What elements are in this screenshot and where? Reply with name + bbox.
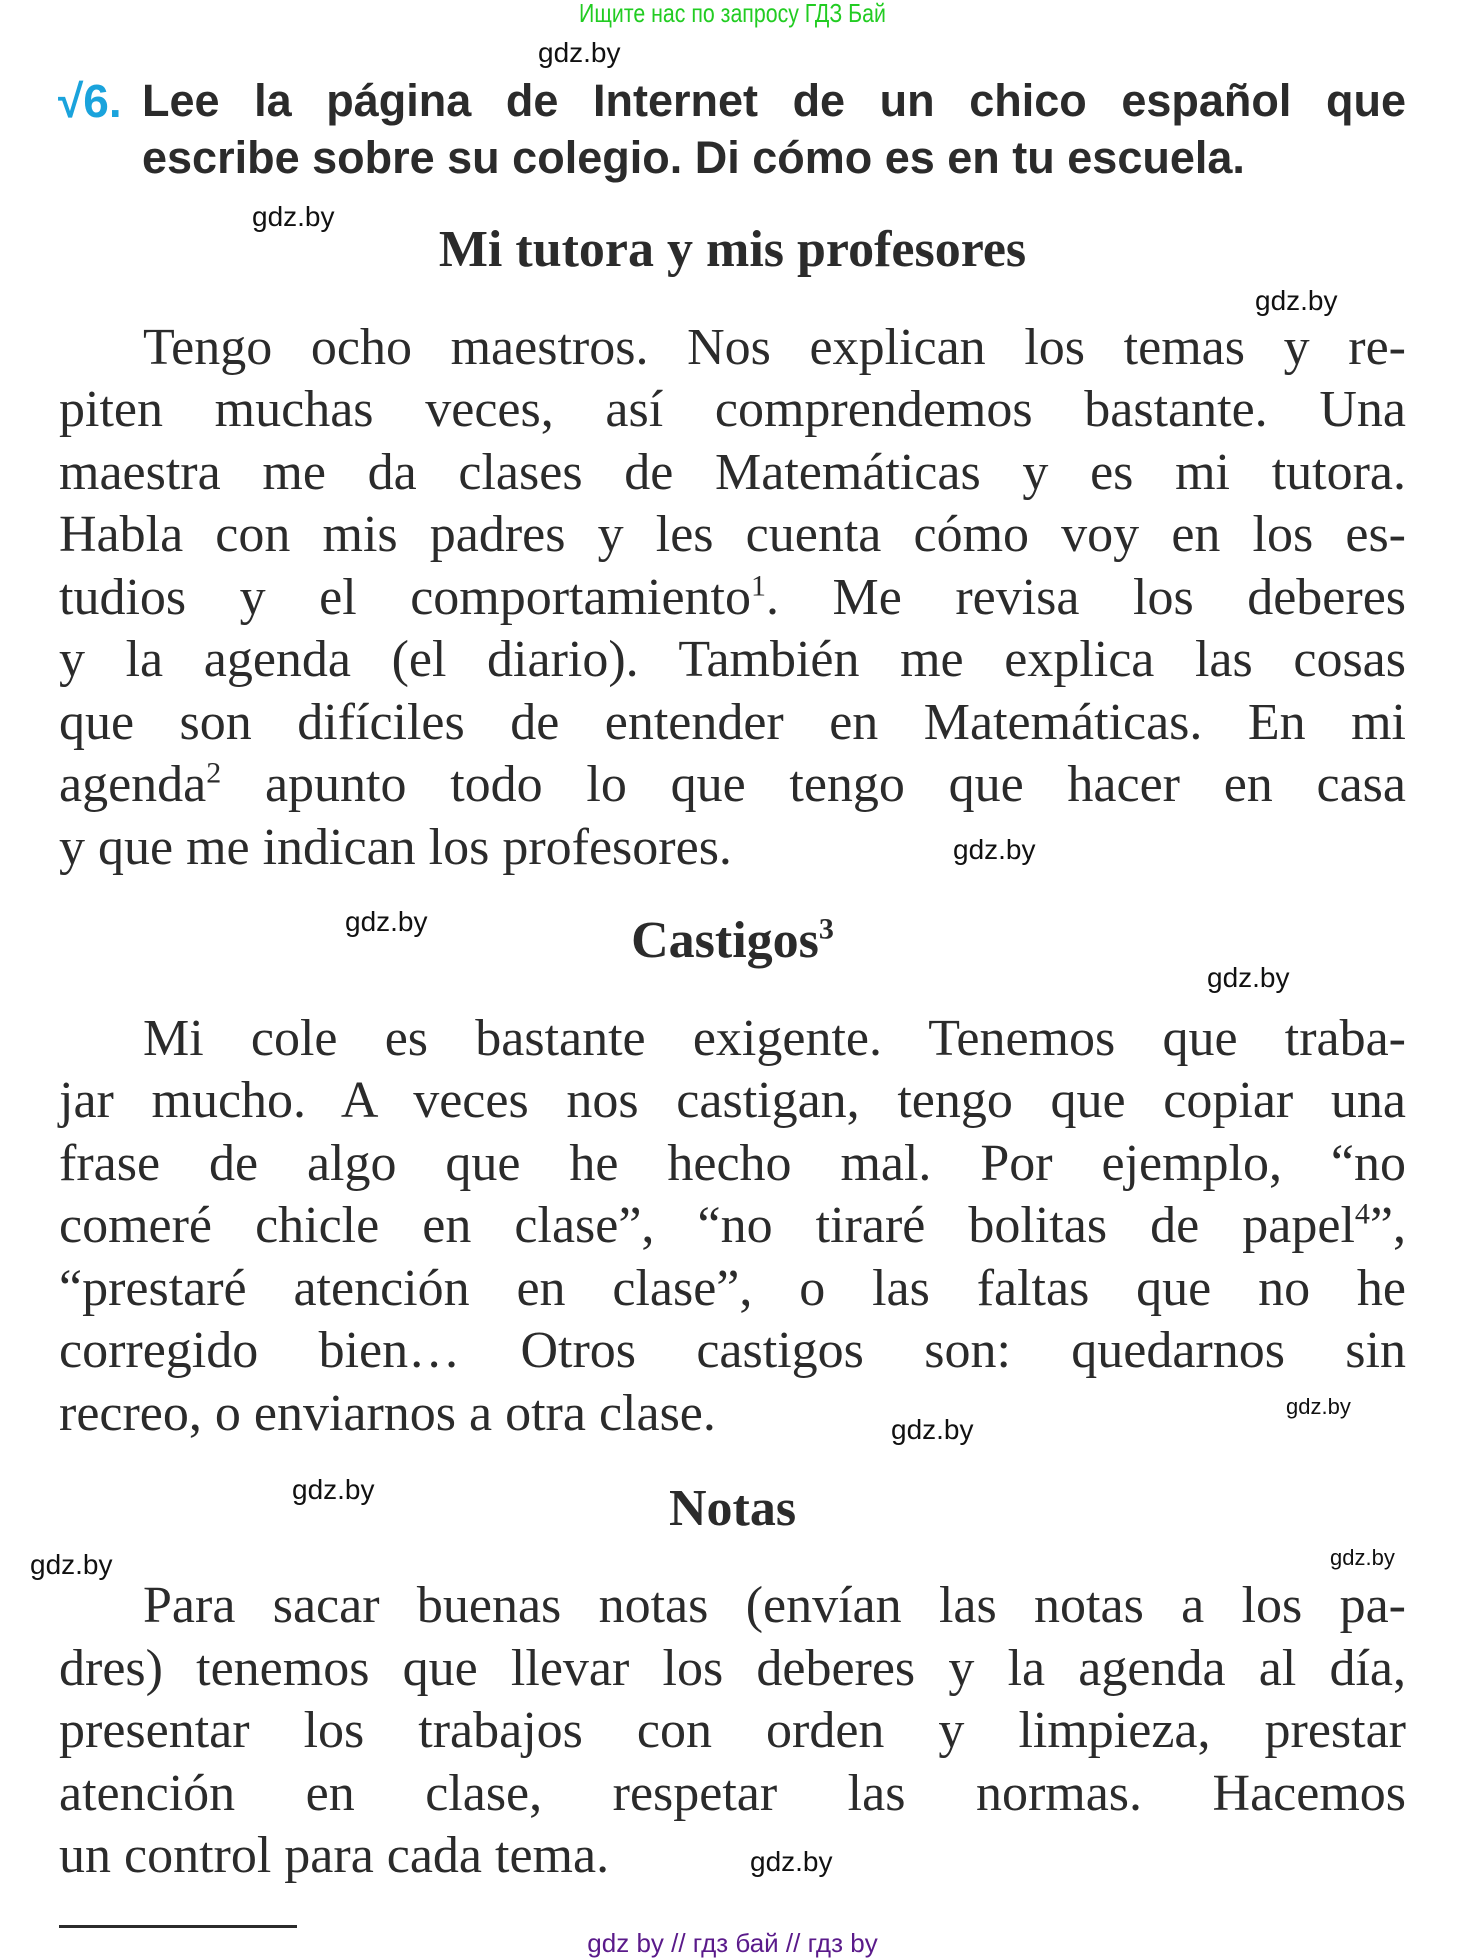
- footnote-marker: 2: [206, 756, 222, 790]
- watermark: gdz.by: [953, 834, 1036, 865]
- footnote-marker: 1: [751, 569, 766, 603]
- task-number: √6.: [58, 75, 122, 127]
- watermark: gdz.by: [292, 1474, 375, 1505]
- paragraph-line: [59, 1321, 1406, 1381]
- watermark: gdz.by: [1286, 1394, 1351, 1419]
- section-title-text: Castigos: [631, 912, 819, 969]
- paragraph-line: [59, 1196, 1406, 1256]
- line-text: dres) tenemos que llevar los deberes y la agenda al día,: [59, 1640, 1406, 1697]
- paragraph-line: [59, 1639, 1406, 1699]
- line-text: agenda: [59, 756, 207, 813]
- line-text: Tengo ocho maestros. Nos explican los temas y re-: [143, 319, 1406, 376]
- line-text: Habla con mis padres y les cuenta cómo voy en los es-: [59, 506, 1406, 563]
- line-text: y la agenda (el diario). También me explica las cosas: [59, 631, 1406, 688]
- paragraph-line: [59, 818, 732, 878]
- watermark: gdz.by: [252, 201, 335, 232]
- line-text: apunto todo lo que tengo que hacer en casa: [221, 756, 1406, 813]
- search-banner: Ищите нас по запросу ГДЗ Бай: [579, 0, 886, 28]
- section-title: [669, 1479, 796, 1539]
- line-text: ”,: [1369, 1197, 1406, 1254]
- watermark: gdz.by: [345, 906, 428, 937]
- paragraph-line: [59, 505, 1406, 565]
- paragraph-line: [59, 1826, 609, 1886]
- paragraph-line: [59, 1259, 1406, 1319]
- line-text: presentar los trabajos con orden y limpieza, prestar: [59, 1702, 1406, 1759]
- task-instruction-line: escribe sobre su colegio. Di cómo es en tu escuela.: [142, 132, 1245, 183]
- paragraph-line: [143, 1009, 1406, 1069]
- watermark: gdz.by: [30, 1549, 113, 1580]
- paragraph-line: [59, 630, 1406, 690]
- line-text: frase de algo que he hecho mal. Por ejemplo, “no: [59, 1135, 1406, 1192]
- watermark: gdz.by: [538, 37, 621, 68]
- line-text: tudios y el comportamiento: [59, 569, 751, 626]
- paragraph-line: [59, 443, 1406, 503]
- watermark: gdz.by: [891, 1414, 974, 1445]
- paragraph-line: [59, 568, 1406, 628]
- line-text: “prestaré atención en clase”, o las faltas que no he: [59, 1260, 1406, 1317]
- paragraph-line: [143, 318, 1406, 378]
- line-text: atención en clase, respetar las normas. Hacemos: [59, 1765, 1406, 1822]
- section-title: [631, 911, 834, 971]
- line-text: que son difíciles de entender en Matemáticas. En mi: [59, 694, 1406, 751]
- watermark: gdz.by: [1330, 1545, 1395, 1570]
- line-text: piten muchas veces, así comprendemos bastante. Una: [59, 381, 1406, 438]
- footer-watermark: gdz by // гдз бай // гдз by: [587, 1928, 878, 1958]
- line-text: Mi cole es bastante exigente. Tenemos que traba-: [143, 1010, 1406, 1067]
- section-title-text: Notas: [668, 1480, 797, 1537]
- task-instruction-line: Lee la página de Internet de un chico español que: [142, 75, 1406, 126]
- footnote-marker: 4: [1354, 1197, 1370, 1231]
- line-text: y que me indican los profesores.: [59, 819, 732, 876]
- line-text: . Me revisa los deberes: [766, 569, 1407, 626]
- paragraph-line: [59, 1134, 1406, 1194]
- line-text: corregido bien… Otros castigos son: quedarnos sin: [59, 1322, 1406, 1379]
- paragraph-line: [59, 380, 1406, 440]
- paragraph-line: [59, 1764, 1406, 1824]
- paragraph-line: [59, 1701, 1406, 1761]
- line-text: recreo, o enviarnos a otra clase.: [59, 1385, 716, 1442]
- paragraph-line: [59, 1384, 716, 1444]
- paragraph-line: [59, 755, 1406, 815]
- watermark: gdz.by: [750, 1846, 833, 1877]
- watermark: gdz.by: [1207, 962, 1290, 993]
- line-text: maestra me da clases de Matemáticas y es mi tutora.: [59, 444, 1406, 501]
- paragraph-line: [59, 693, 1406, 753]
- line-text: un control para cada tema.: [59, 1827, 610, 1884]
- section-title-text: Mi tutora y mis profesores: [438, 221, 1027, 278]
- line-text: Para sacar buenas notas (envían las notas a los pa-: [143, 1577, 1406, 1634]
- paragraph-line: [143, 1576, 1406, 1636]
- line-text: jar mucho. A veces nos castigan, tengo que copiar una: [59, 1072, 1406, 1129]
- paragraph-line: [59, 1071, 1406, 1131]
- watermark: gdz.by: [1255, 285, 1338, 316]
- section-title: [439, 220, 1026, 280]
- line-text: comeré chicle en clase”, “no tiraré bolitas de papel: [59, 1197, 1355, 1254]
- footnote-marker: 3: [818, 912, 834, 946]
